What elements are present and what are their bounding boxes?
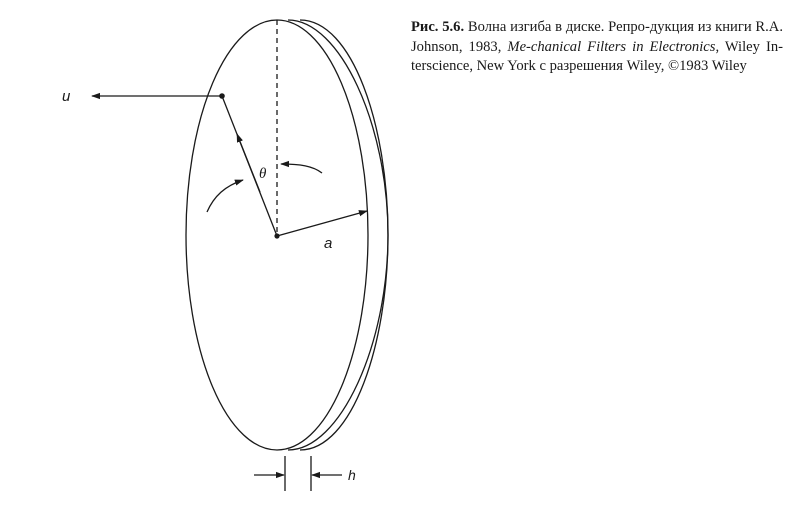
caption-text-2: , Wiley In-terscience, New York с разрешения Wiley, ©1983 Wiley <box>411 38 783 75</box>
caption-book-title: Me-chanical Filters in Electronics <box>507 38 716 55</box>
label-u: u <box>62 88 71 105</box>
caption-label: Рис. 5.6. <box>411 19 465 35</box>
caption-text-1: Волна изгиба в диске. Репро-дукция из книги R.A. Johnson, 1983, <box>411 19 783 55</box>
label-h: h <box>348 467 356 483</box>
figure-caption <box>411 18 783 77</box>
label-a: a <box>324 235 333 252</box>
label-theta: θ <box>259 166 267 182</box>
